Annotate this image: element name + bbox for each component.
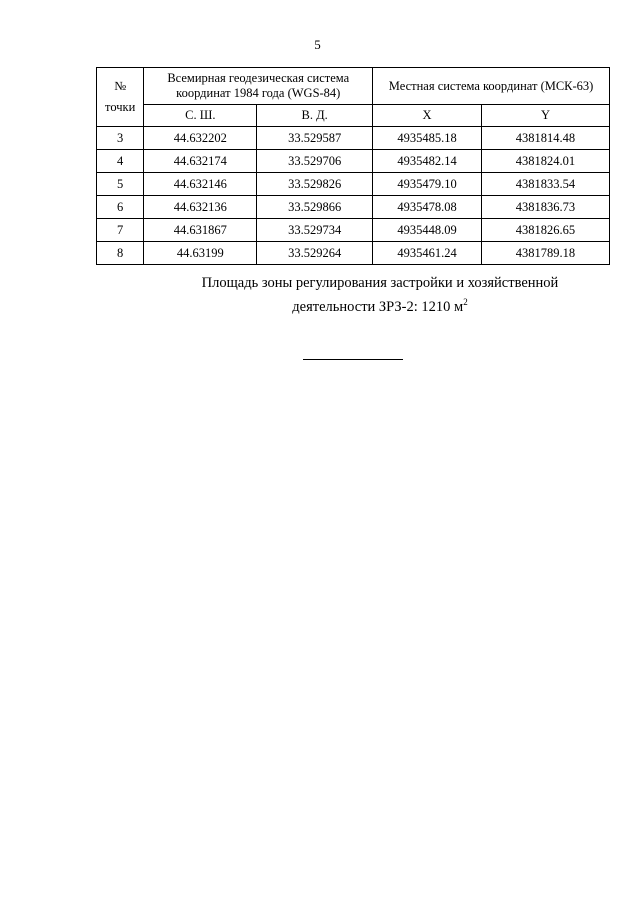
- y-cell: 4381833.54: [481, 173, 609, 196]
- x-cell: 4935482.14: [373, 150, 482, 173]
- y-cell: 4381789.18: [481, 242, 609, 265]
- unit-exponent: 2: [463, 297, 468, 307]
- point-number-header: [97, 68, 144, 127]
- table-row: [97, 196, 610, 219]
- x-cell: 4935485.18: [373, 127, 482, 150]
- longitude-header: В. Д.: [257, 105, 373, 127]
- point-number-cell: 8: [97, 242, 144, 265]
- longitude-cell: 33.529264: [257, 242, 373, 265]
- x-cell: 4935448.09: [373, 219, 482, 242]
- x-cell: 4935479.10: [373, 173, 482, 196]
- y-cell: 4381824.01: [481, 150, 609, 173]
- x-cell: 4935478.08: [373, 196, 482, 219]
- latitude-cell: 44.632136: [144, 196, 257, 219]
- latitude-cell: 44.63199: [144, 242, 257, 265]
- point-number-cell: 7: [97, 219, 144, 242]
- separator-line: [303, 359, 403, 360]
- y-cell: 4381836.73: [481, 196, 609, 219]
- latitude-cell: 44.632174: [144, 150, 257, 173]
- msk63-group-header: Местная система координат (МСК-63): [373, 68, 610, 105]
- longitude-cell: 33.529587: [257, 127, 373, 150]
- table-row: [97, 242, 610, 265]
- wgs84-group-header: Всемирная геодезическая система координат 1984 года (WGS-84): [144, 68, 373, 105]
- y-cell: 4381814.48: [481, 127, 609, 150]
- latitude-header: С. Ш.: [144, 105, 257, 127]
- latitude-cell: 44.632202: [144, 127, 257, 150]
- x-cell: 4935461.24: [373, 242, 482, 265]
- y-header: Y: [481, 105, 609, 127]
- area-statement: [150, 274, 610, 317]
- point-number-cell: 4: [97, 150, 144, 173]
- area-line-2-text: деятельности ЗРЗ-2: 1210 м: [292, 299, 464, 315]
- longitude-cell: 33.529734: [257, 219, 373, 242]
- longitude-cell: 33.529826: [257, 173, 373, 196]
- table-row: [97, 150, 610, 173]
- x-header: X: [373, 105, 482, 127]
- point-number-cell: 6: [97, 196, 144, 219]
- area-line-1: Площадь зоны регулирования застройки и хозяйственной: [201, 275, 559, 291]
- number-symbol: №: [114, 79, 127, 93]
- point-number-cell: 5: [97, 173, 144, 196]
- y-cell: 4381826.65: [481, 219, 609, 242]
- coordinates-table: [96, 67, 610, 265]
- table-row: [97, 173, 610, 196]
- point-number-cell: 3: [97, 127, 144, 150]
- latitude-cell: 44.632146: [144, 173, 257, 196]
- longitude-cell: 33.529706: [257, 150, 373, 173]
- table-row: [97, 127, 610, 150]
- table-row: [97, 219, 610, 242]
- area-line-2: [150, 293, 610, 317]
- longitude-cell: 33.529866: [257, 196, 373, 219]
- latitude-cell: 44.631867: [144, 219, 257, 242]
- page-number: 5: [314, 37, 321, 52]
- point-label: точки: [105, 100, 136, 114]
